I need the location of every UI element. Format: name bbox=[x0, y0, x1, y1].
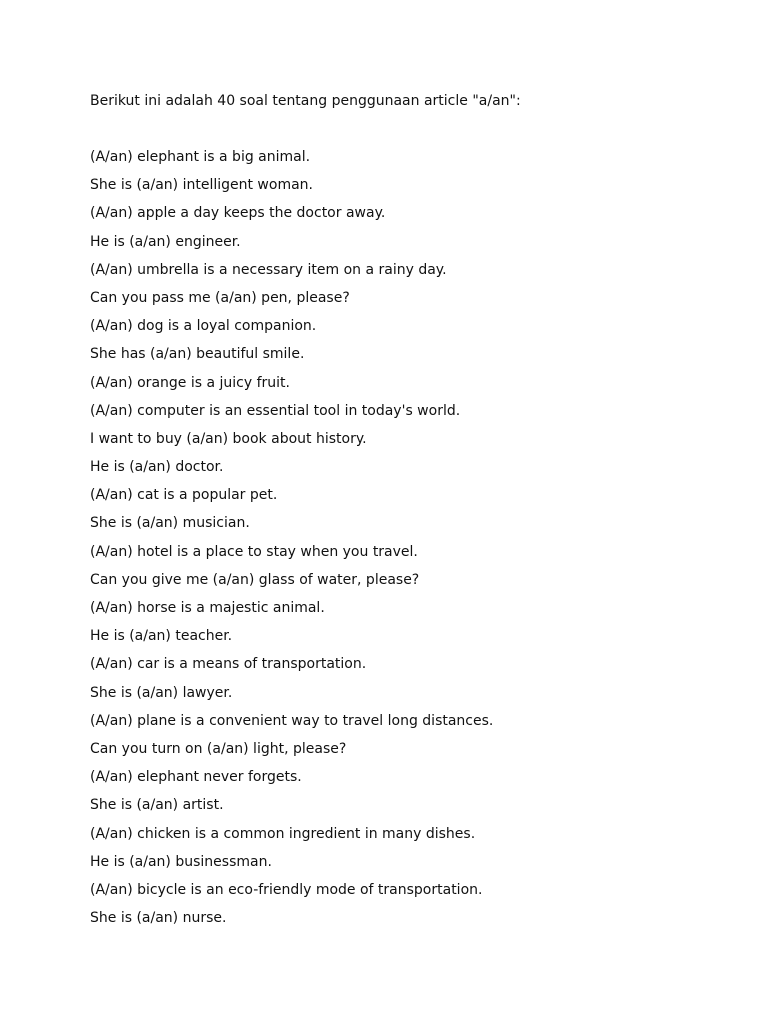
question-item: Can you pass me (a/an) pen, please? bbox=[90, 289, 350, 306]
question-item: He is (a/an) teacher. bbox=[90, 628, 233, 645]
question-item: (A/an) hotel is a place to stay when you travel. bbox=[90, 543, 418, 560]
question-item: (A/an) elephant never forgets. bbox=[90, 769, 302, 786]
question-item: She has (a/an) beautiful smile. bbox=[90, 346, 305, 363]
question-item: She is (a/an) nurse. bbox=[90, 910, 227, 927]
question-item: (A/an) cat is a popular pet. bbox=[90, 487, 278, 504]
question-item: I want to buy (a/an) book about history. bbox=[90, 430, 367, 447]
question-item: She is (a/an) artist. bbox=[90, 797, 224, 814]
question-item: (A/an) chicken is a common ingredient in many dishes. bbox=[90, 825, 476, 842]
question-item: (A/an) plane is a convenient way to travel long distances. bbox=[90, 712, 494, 729]
question-item: (A/an) horse is a majestic animal. bbox=[90, 600, 325, 616]
question-item: She is (a/an) intelligent woman. bbox=[90, 177, 313, 194]
intro-text: Berikut ini adalah 40 soal tentang penggunaan article "a/an": bbox=[90, 93, 521, 109]
question-list bbox=[90, 148, 493, 937]
question-item: (A/an) dog is a loyal companion. bbox=[90, 318, 317, 335]
question-item: He is (a/an) businessman. bbox=[90, 853, 272, 870]
question-item: She is (a/an) lawyer. bbox=[90, 684, 233, 701]
question-item: (A/an) car is a means of transportation. bbox=[90, 656, 367, 673]
question-item: (A/an) computer is an essential tool in today's world. bbox=[90, 402, 461, 419]
question-item: (A/an) elephant is a big animal. bbox=[90, 149, 311, 165]
question-item: (A/an) orange is a juicy fruit. bbox=[90, 374, 290, 391]
question-item: (A/an) bicycle is an eco-friendly mode of transportation. bbox=[90, 881, 483, 898]
question-item: He is (a/an) engineer. bbox=[90, 233, 241, 250]
question-item: Can you turn on (a/an) light, please? bbox=[90, 740, 347, 757]
question-item: (A/an) apple a day keeps the doctor away. bbox=[90, 205, 386, 222]
question-item: Can you give me (a/an) glass of water, please? bbox=[90, 571, 420, 588]
question-item: (A/an) umbrella is a necessary item on a rainy day. bbox=[90, 261, 447, 278]
question-item: He is (a/an) doctor. bbox=[90, 459, 224, 476]
question-item: She is (a/an) musician. bbox=[90, 515, 250, 532]
